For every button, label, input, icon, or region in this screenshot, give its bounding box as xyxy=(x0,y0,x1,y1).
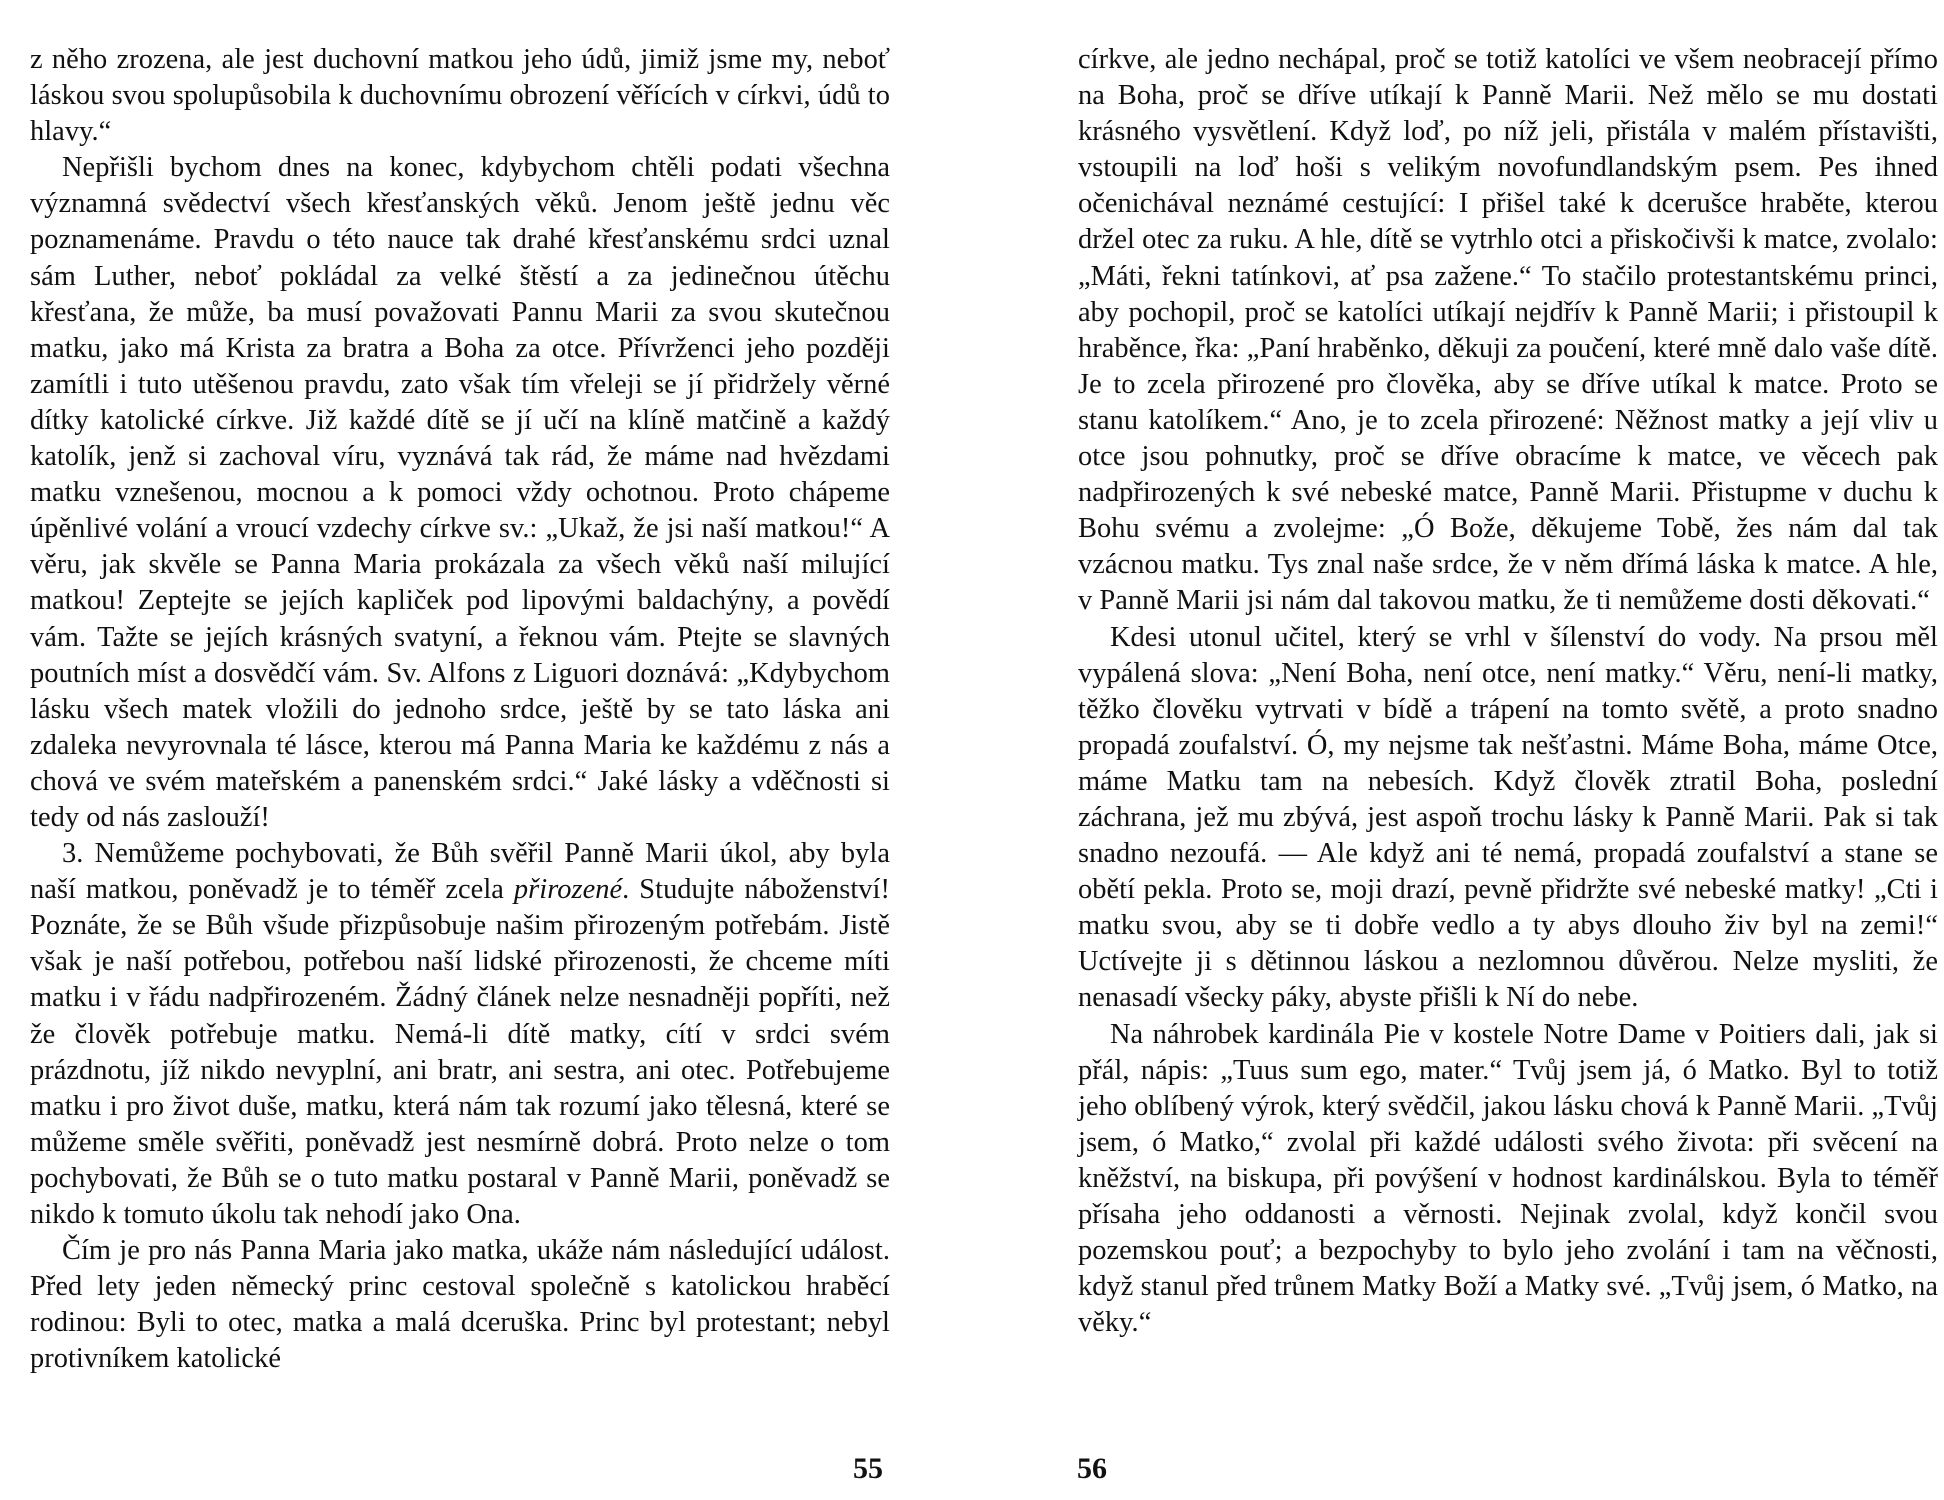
paragraph: Čím je pro nás Panna Maria jako matka, ukáže nám následující událost. Před lety jeden německý princ cestoval společně s katolickou hraběcí rodinou: Byli to otec, matka a malá dceruška. Princ byl protestant; nebyl protivníkem katolické xyxy=(30,1235,890,1375)
paragraph: Na náhrobek kardinála Pie v kostele Notre Dame v Poitiers dali, jak si přál, nápis: „Tuus sum ego, mater.“ Tvůj jsem já, ó Matko. Byl to totiž jeho oblíbený výrok, který svědčil, jakou lásku chová k Panně Marii. „Tvůj jsem, ó Matko,“ zvolal při každé události svého života: při svěcení na kněžství, na biskupa, při povýšení v hodnost kardinálskou. Byla to téměř přísaha jeho oddanosti a věrnosti. Nejinak zvolal, když končil svou pozemskou pouť; a bezpochyby to bylo jeho zvolání i tam na věčnosti, když stanul před trůnem Matky Boží a Matky své. „Tvůj jsem, ó Matko, na věky.“ xyxy=(1078,1018,1938,1339)
page-number-left: 55 xyxy=(853,1452,883,1485)
paragraph: Kdesi utonul učitel, který se vrhl v šílenství do vody. Na prsou měl vypálená slova: „Není Boha, není otce, není matky.“ Věru, není-li matky, těžko člověku vytrvati v bídě a trápení na tomto světě, a proto snadno propadá zoufalství. Ó, my nejsme tak nešťastni. Máme Boha, máme Otce, máme Matku tam na nebesích. Když člověk ztratil Boha, poslední záchrana, jež mu zbývá, jest aspoň trochu lásky k Panně Marii. Pak si tak snadno nezoufá. — Ale když ani té nemá, propadá zoufalství a stane se obětí pekla. Proto se, moji drazí, pevně přidržte své nebeské matky! „Cti i matku svou, aby se ti dobře vedlo a ty abys dlouho živ byl na zemi!“ Uctívejte ji s dětinnou láskou a nezlomnou důvěrou. Nelze mysliti, že nenasadí všecky páky, abyste přišli k Ní do nebe. xyxy=(1078,621,1938,1014)
right-page xyxy=(1078,42,1938,1341)
paragraph: z něho zrozena, ale jest duchovní matkou jeho údů, jimiž jsme my, neboť láskou svou spolupůsobila k duchovnímu obrození věřících v církvi, údů to hlavy.“ xyxy=(30,44,890,148)
paragraph: církve, ale jedno nechápal, proč se totiž katolíci ve všem neobracejí přímo na Boha, proč se dříve utíkají k Panně Marii. Než mělo se mu dostati krásného vysvětlení. Když loď, po níž jeli, přistála v malém přístavišti, vstoupili na loď hoši s velikým novofundlandským psem. Pes ihned očenichával neznámé cestující: I přišel také k dcerušce hraběte, kterou držel otec za ruku. A hle, dítě se vytrhlo otci a přiskočivši k matce, zvolalo: „Máti, řekni tatínkovi, ať psa zažene.“ To stačilo protestantskému princi, aby pochopil, proč se katolíci utíkají nejdřív k Panně Marii; i přistoupil k hraběnce, řka: „Paní hraběnko, děkuji za poučení, které mně dalo vaše dítě. Je to zcela přirozené pro člověka, aby se dříve utíkal k matce. Proto se stanu katolíkem.“ Ano, je to zcela přirozené: Něžnost matky a její vliv u otce jsou pohnutky, proč se dříve obracíme k matce, ve věcech pak nadpřirozených k své nebeské matce, Panně Marii. Přistupme v duchu k Bohu svému a zvolejme: „Ó Bože, děkujeme Tobě, žes nám dal tak vzácnou matku. Tys znal naše srdce, že v něm dřímá láska k matce. A hle, v Panně Marii jsi nám dal takovou matku, že ti nemůžeme dosti děkovati.“ xyxy=(1078,44,1938,617)
paragraph: Nepřišli bychom dnes na konec, kdybychom chtěli podati všechna významná svědectví všech křesťanských věků. Jenom ještě jednu věc poznamenáme. Pravdu o této nauce tak drahé křesťanskému srdci uznal sám Luther, neboť pokládal za velké štěstí a za jedinečnou útěchu křesťana, že může, ba musí považovati Pannu Marii za svou skutečnou matku, jako má Krista za bratra a Boha za otce. Přívrženci jeho později zamítli i tuto utěšenou pravdu, zato však tím vřeleji se jí přidržely věrné dítky katolické církve. Již každé dítě se jí učí na klíně matčině a každý katolík, jenž si zachoval víru, vyznává tak rád, že máme nad hvězdami matku vznešenou, mocnou a k pomoci vždy ochotnou. Proto chápeme úpěnlivé volání a vroucí vzdechy církve sv.: „Ukaž, že jsi naší matkou!“ A věru, jak skvěle se Panna Maria prokázala za všech věků naší milující matkou! Zeptejte se jejích kapliček pod lipovými baldachýny, a povědí vám. Tažte se jejích krásných svatyní, a řeknou vám. Ptejte se slavných poutních míst a dosvědčí vám. Sv. Alfons z Liguori doznává: „Kdybychom lásku všech matek vložili do jednoho srdce, ještě by se tato láska ani zdaleka nevyrovnala té lásce, kterou má Panna Maria ke každému z nás a chová ve svém mateřském a panenském srdci.“ Jaké lásky a vděčnosti si tedy od nás zaslouží! xyxy=(30,152,890,833)
left-page-text xyxy=(30,42,890,1377)
emphasized-word: přirozené xyxy=(513,874,623,906)
left-page xyxy=(30,42,890,1377)
paragraph-text: . Studujte náboženství! Poznáte, že se Bůh všude přizpůsobuje našim přirozeným potřebám. Jistě však je naší potřebou, potřebou naší lidské přirozenosti, že chceme míti matku i v řádu nadpřirozeném. Žádný článek nelze nesnadněji popříti, než že člověk potřebuje matku. Nemá-li dítě matky, cítí v srdci svém prázdnotu, jíž nikdo nevyplní, ani bratr, ani sestra, ani otec. Potřebujeme matku i pro život duše, matku, která nám tak rozumí jako tělesná, které se můžeme směle svěřiti, poněvadž jest nesmírně dobrá. Proto nelze o tom pochybovati, že Bůh se o tuto matku postaral v Panně Marii, poněvadž se nikdo k tomuto úkolu tak nehodí jako Ona. xyxy=(30,874,890,1230)
right-page-text xyxy=(1078,42,1938,1341)
paragraph-text: 3. Nemůžeme pochybovati, že Bůh svěřil Panně Marii úkol, aby byla naší matkou, poněvadž je to téměř zcela xyxy=(30,838,890,906)
page-number-right: 56 xyxy=(1077,1452,1107,1485)
paragraph xyxy=(30,836,890,1233)
